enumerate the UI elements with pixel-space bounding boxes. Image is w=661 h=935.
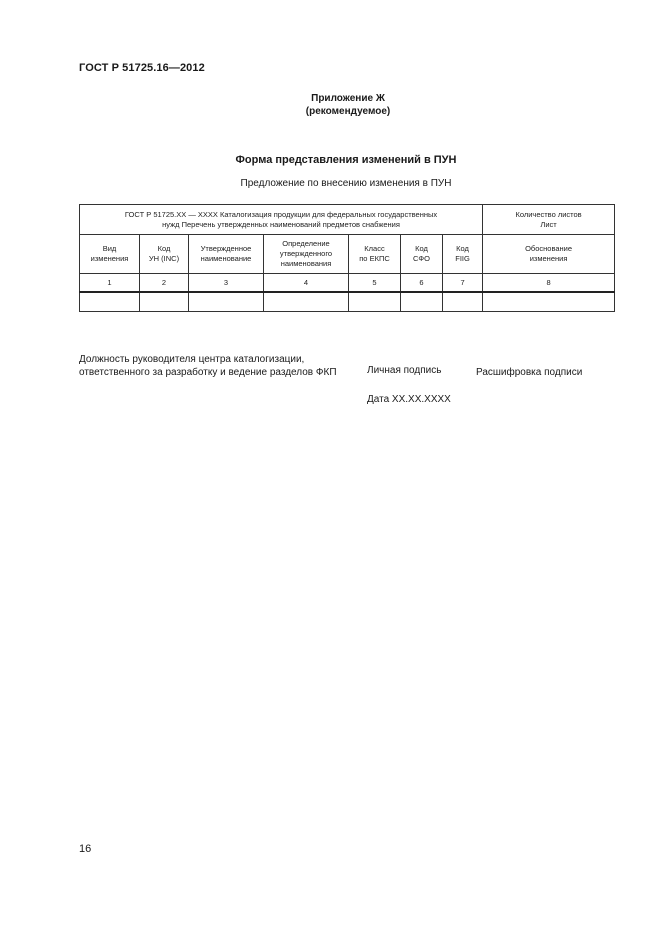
column-header: Код СФО bbox=[401, 235, 443, 274]
personal-signature-label: Личная подпись bbox=[367, 365, 442, 376]
column-number: 6 bbox=[401, 274, 443, 293]
form-subtitle: Предложение по внесению изменения в ПУН bbox=[240, 178, 452, 189]
table-caption-row bbox=[80, 205, 615, 235]
empty-cell bbox=[140, 292, 189, 312]
form-title: Форма представления изменений в ПУН bbox=[235, 154, 457, 166]
table-header-row bbox=[80, 235, 615, 274]
change-proposal-table bbox=[79, 204, 615, 312]
page-number: 16 bbox=[79, 843, 92, 855]
empty-data-row bbox=[80, 292, 615, 312]
column-number: 3 bbox=[189, 274, 264, 293]
column-header: Утвержденное наименование bbox=[189, 235, 264, 274]
appendix-type: (рекомендуемое) bbox=[305, 106, 391, 117]
empty-cell bbox=[264, 292, 349, 312]
column-number: 5 bbox=[349, 274, 401, 293]
column-number: 2 bbox=[140, 274, 189, 293]
column-header: Класс по ЕКПС bbox=[349, 235, 401, 274]
empty-cell bbox=[483, 292, 615, 312]
column-number: 1 bbox=[80, 274, 140, 293]
column-header: Обоснование изменения bbox=[483, 235, 615, 274]
signature-decoding-label: Расшифровка подписи bbox=[476, 367, 583, 378]
appendix-heading bbox=[0, 92, 661, 118]
column-header: Код УН (INC) bbox=[140, 235, 189, 274]
column-header: Код FIIG bbox=[443, 235, 483, 274]
column-header: Определение утвержденного наименования bbox=[264, 235, 349, 274]
column-number-row bbox=[80, 274, 615, 293]
table-top-caption: ГОСТ Р 51725.XX — XXXX Каталогизация продукции для федеральных государственных нужд Перечень утвержденных наименований предметов снабжения bbox=[80, 205, 483, 235]
column-number: 4 bbox=[264, 274, 349, 293]
column-number: 7 bbox=[443, 274, 483, 293]
empty-cell bbox=[80, 292, 140, 312]
empty-cell bbox=[401, 292, 443, 312]
date-label: Дата XX.XX.XXXX bbox=[367, 394, 451, 405]
empty-cell bbox=[443, 292, 483, 312]
empty-cell bbox=[349, 292, 401, 312]
sheets-caption: Количество листов Лист bbox=[483, 205, 615, 235]
column-number: 8 bbox=[483, 274, 615, 293]
document-header: ГОСТ Р 51725.16—2012 bbox=[79, 62, 205, 74]
column-header: Вид изменения bbox=[80, 235, 140, 274]
empty-cell bbox=[189, 292, 264, 312]
signatory-position: Должность руководителя центра каталогизации, ответственного за разработку и ведение разделов ФКП bbox=[79, 354, 337, 378]
appendix-title: Приложение Ж bbox=[311, 93, 385, 104]
